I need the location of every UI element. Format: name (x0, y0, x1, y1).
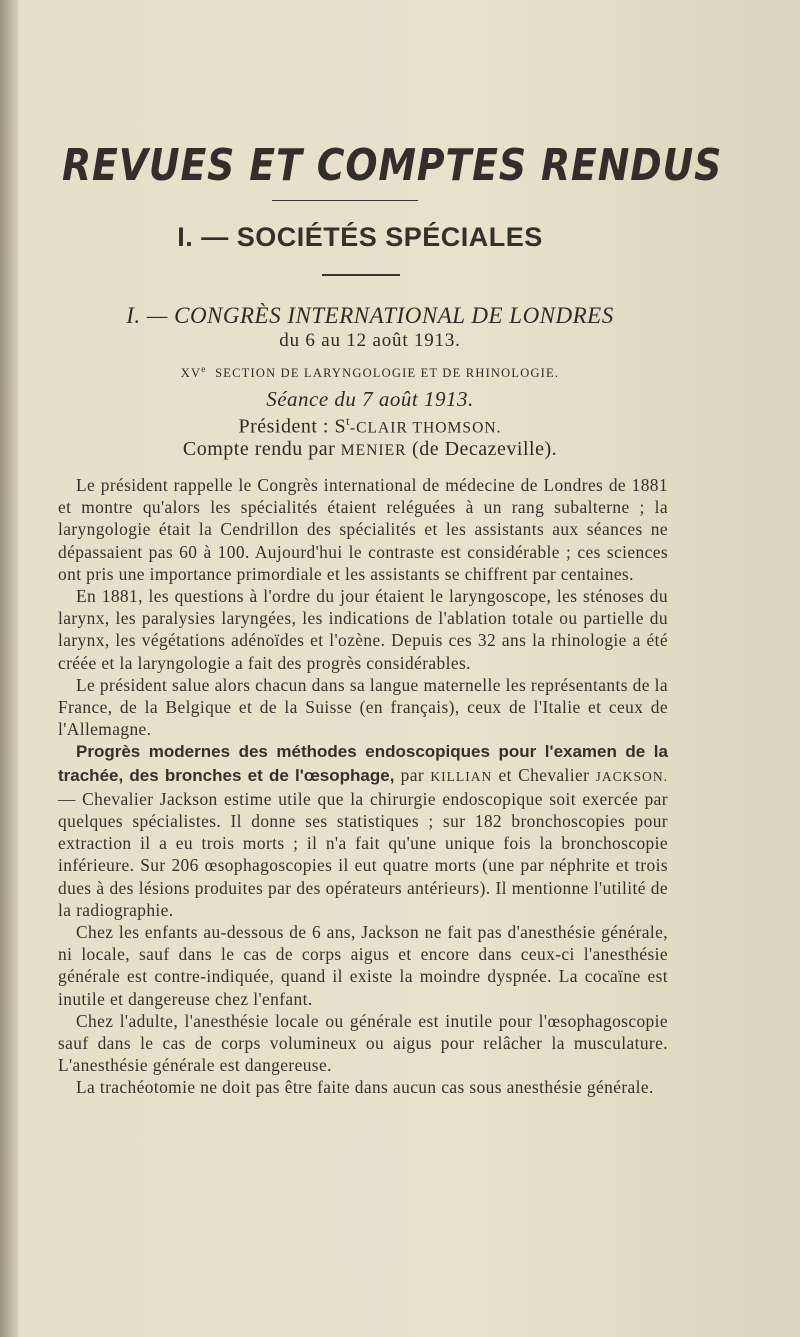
section-subtitle (40, 364, 700, 381)
congress-title: I. — CONGRÈS INTERNATIONAL DE LONDRES (126, 303, 614, 328)
page-binding-edge (0, 0, 18, 1337)
progres-author-jackson: JACKSON. (595, 768, 668, 784)
progres-heading: Progrès modernes des méthodes endoscopiques pour l'examen de la trachée, des bronches et de l'œsophage, (58, 742, 668, 785)
paragraph: Le président rappelle le Congrès international de médecine de Londres de 1881 et montre qu'alors les spécialités étaient reléguées à un rang subalterne ; la laryngologie était la Cendrillon des spécialités et les assistants aux séances ne dépassaient pas 60 à 100. Aujourd'hui le contraste est considérable ; ces sciences ont pris une importance primordiale et les assistants se chiffrent par centaines. (58, 475, 668, 584)
paragraph: Chez l'adulte, l'anesthésie locale ou générale est inutile pour l'œsophagoscopie sauf dans le cas de corps volumineux ou aigus pour relâcher la musculature. L'anesthésie générale est dangereuse. (58, 1010, 668, 1076)
article-body (58, 474, 668, 1099)
title-rule (272, 200, 418, 201)
congress-dates: du 6 au 12 août 1913. (279, 330, 461, 351)
report-place: (de Decazeville). (412, 438, 558, 460)
president-line (40, 414, 700, 439)
president-sup: t (346, 414, 350, 428)
seance-date: Séance du 7 août 1913. (266, 387, 474, 411)
section-number: XV (180, 366, 202, 381)
president-label: Président : S (238, 415, 347, 438)
report-author: MENIER (340, 442, 407, 459)
progres-text: — Chevalier Jackson estime utile que la chirurgie endoscopique soit exercée par quelques spécialistes. Il donne ses statistiques ; sur 182 bronchoscopies pour extraction il a eu trois morts ; il n'a fait qu'une unique fois la bronchoscopie inférieure. Sur 206 œsophagoscopies il eut quatre morts (une par néphrite et trois dues à des lésions produites par des opérateurs antérieurs). Il mentionne l'utilité de la radiographie. (58, 788, 668, 920)
progres-paragraph (58, 740, 668, 921)
section-number-sup: e (201, 364, 207, 374)
section-rule (322, 274, 400, 276)
paragraph: Le président salue alors chacun dans sa langue maternelle les représentants de la France, de la Belgique et de la Suisse (en français), ceux de l'Italie et ceux de l'Allemagne. (58, 674, 668, 740)
report-label: Compte rendu par (182, 438, 336, 460)
section-name: SECTION DE LARYNGOLOGIE ET DE RHINOLOGIE. (215, 366, 560, 381)
progres-author-killian: KILLIAN (430, 768, 493, 784)
paragraph: La trachéotomie ne doit pas être faite dans aucun cas sous anesthésie générale. (76, 1077, 654, 1098)
paragraph: En 1881, les questions à l'ordre du jour étaient le laryngoscope, les sténoses du larynx, les paralysies laryngées, les indications de l'ablation totale ou partielle du larynx, les végétations adénoïdes et l'ozène. Depuis ces 32 ans la rhinologie a été créée et la laryngologie a fait des progrès considérables. (58, 586, 668, 673)
report-author-line (40, 438, 700, 461)
progres-par: par (400, 764, 425, 785)
paragraph: Chez les enfants au-dessous de 6 ans, Jackson ne fait pas d'anesthésie générale, ni locale, sauf dans le cas de corps aigus et encore dans ceux-ci l'anesthésie générale est contre-indiquée, quand il existe la moindre dyspnée. La cocaïne est inutile et dangereuse chez l'enfant. (58, 922, 668, 1009)
progres-et: et Chevalier (498, 764, 590, 785)
main-title: REVUES ET COMPTES RENDUS (62, 140, 723, 191)
president-name: -CLAIR THOMSON. (349, 419, 502, 437)
section-title: I. — SOCIÉTÉS SPÉCIALES (177, 222, 543, 252)
